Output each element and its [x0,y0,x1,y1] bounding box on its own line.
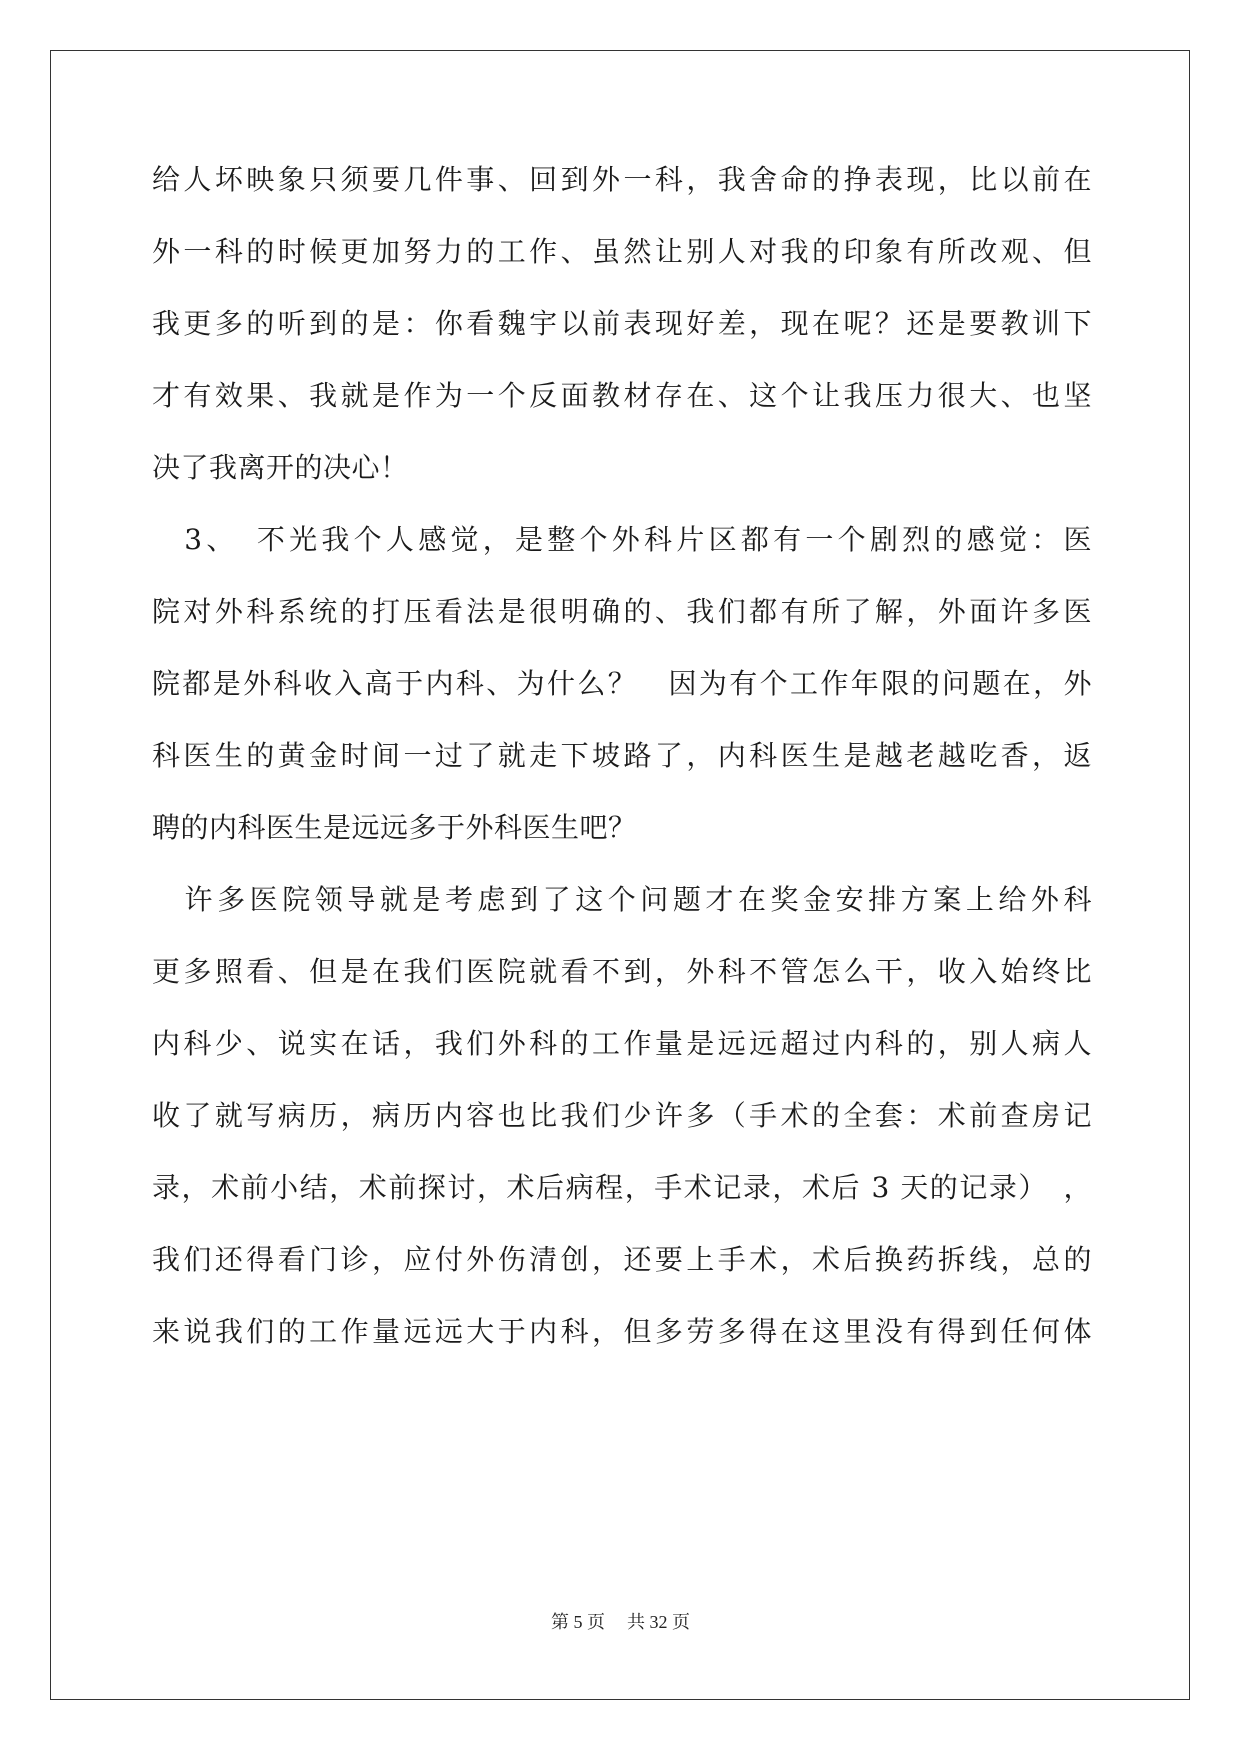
text-line: 录，术前小结，术前探讨，术后病程，手术记录，术后 3 天的记录） ， [152,1171,1092,1204]
page-footer [0,1610,1241,1634]
page-border [50,50,1190,1700]
text-line: 来说我们的工作量远远大于内科，但多劳多得在这里没有得到任何体 [152,1315,1092,1348]
paragraph-first-line: 许多医院领导就是考虑到了这个问题才在奖金安排方案上给外科 [152,883,1092,916]
text-line: 聘的内科医生是远远多于外科医生吧？ [152,811,637,844]
text-line: 才有效果、我就是作为一个反面教材存在、这个让我压力很大、也坚 [152,379,1092,412]
text-line: 我们还得看门诊，应付外伤清创，还要上手术，术后换药拆线，总的 [152,1243,1092,1276]
paragraph-3-first-line: 3、 不光我个人感觉，是整个外科片区都有一个剧烈的感觉：医 [152,523,1092,556]
text-line: 院都是外科收入高于内科、为什么？ 因为有个工作年限的问题在，外 [152,667,1092,700]
page-number: 第 5 页 [551,1612,605,1632]
page-total: 共 32 页 [627,1612,690,1632]
text-line: 收了就写病历，病历内容也比我们少许多（手术的全套：术前查房记 [152,1099,1092,1132]
text-line: 给人坏映象只须要几件事、回到外一科，我舍命的挣表现，比以前在 [152,163,1092,196]
text-line: 外一科的时候更加努力的工作、虽然让别人对我的印象有所改观、但 [152,235,1092,268]
text-line: 决了我离开的决心！ [152,451,409,484]
text-line: 科医生的黄金时间一过了就走下坡路了，内科医生是越老越吃香，返 [152,739,1092,772]
text-line: 院对外科系统的打压看法是很明确的、我们都有所了解，外面许多医 [152,595,1092,628]
text-line: 内科少、说实在话，我们外科的工作量是远远超过内科的，别人病人 [152,1027,1092,1060]
text-line: 更多照看、但是在我们医院就看不到，外科不管怎么干，收入始终比 [152,955,1092,988]
text-line: 我更多的听到的是：你看魏宇以前表现好差，现在呢？还是要教训下 [152,307,1092,340]
